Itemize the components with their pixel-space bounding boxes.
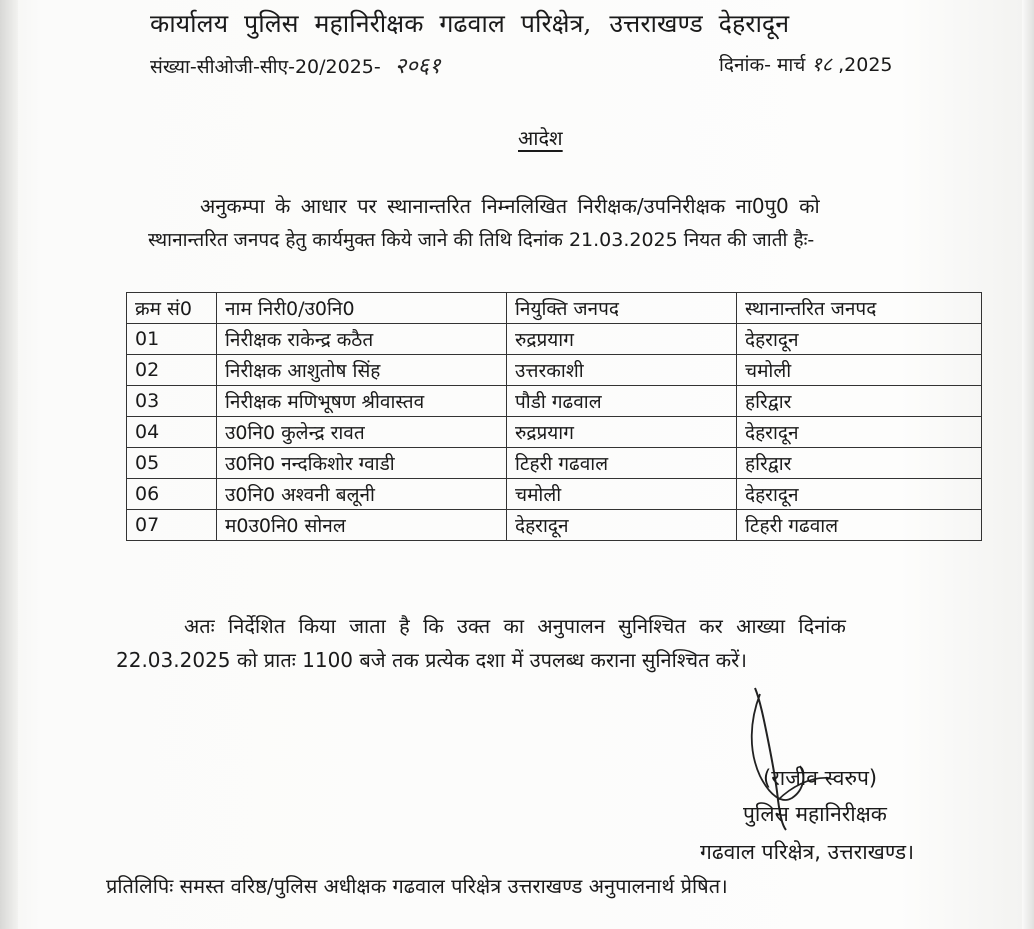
header-transfer-district: स्थानान्तरित जनपद bbox=[737, 293, 982, 324]
cell-serial: 04 bbox=[127, 417, 217, 448]
cell-posting: रुद्रप्रयाग bbox=[507, 417, 737, 448]
reference-number bbox=[150, 50, 441, 80]
cell-posting: उत्तरकाशी bbox=[507, 355, 737, 386]
cell-name: निरीक्षक मणिभूषण श्रीवास्तव bbox=[217, 386, 507, 417]
page-edge-shadow-right bbox=[1022, 0, 1034, 929]
cell-serial: 06 bbox=[127, 479, 217, 510]
cell-serial: 07 bbox=[127, 510, 217, 541]
cell-transfer: टिहरी गढवाल bbox=[737, 510, 982, 541]
cell-serial: 01 bbox=[127, 324, 217, 355]
header-serial: क्रम सं0 bbox=[127, 293, 217, 324]
cell-serial: 03 bbox=[127, 386, 217, 417]
transfer-table bbox=[126, 292, 982, 541]
date-day-handwritten: १८ bbox=[811, 52, 833, 76]
order-heading: आदेश bbox=[518, 126, 563, 150]
office-place: उत्तराखण्ड देहरादून bbox=[609, 9, 790, 38]
cell-transfer: देहरादून bbox=[737, 479, 982, 510]
cell-name: म0उ0नि0 सोनल bbox=[217, 510, 507, 541]
table-row bbox=[127, 479, 982, 510]
header-name: नाम निरी0/उ0नि0 bbox=[217, 293, 507, 324]
cell-posting: पौडी गढवाल bbox=[507, 386, 737, 417]
cell-name: उ0नि0 नन्दकिशोर ग्वाडी bbox=[217, 448, 507, 479]
copy-to-line: प्रतिलिपिः समस्त वरिष्ठ/पुलिस अधीक्षक गढवाल परिक्षेत्र उत्तराखण्ड अनुपालनार्थ प्रेषित। bbox=[106, 874, 728, 898]
table-row bbox=[127, 510, 982, 541]
cell-posting: टिहरी गढवाल bbox=[507, 448, 737, 479]
cell-name: निरीक्षक राकेन्द्र कठैत bbox=[217, 324, 507, 355]
signatory-office: गढवाल परिक्षेत्र, उत्तराखण्ड। bbox=[700, 840, 915, 864]
cell-name: उ0नि0 कुलेन्द्र रावत bbox=[217, 417, 507, 448]
cell-serial: 05 bbox=[127, 448, 217, 479]
cell-posting: चमोली bbox=[507, 479, 737, 510]
cell-name: उ0नि0 अश्वनी बलूनी bbox=[217, 479, 507, 510]
document-date bbox=[719, 50, 893, 77]
ref-number-label: संख्या-सीओजी-सीए-20/2025- bbox=[150, 56, 381, 78]
table-row bbox=[127, 448, 982, 479]
table-header-row bbox=[127, 293, 982, 324]
cell-name: निरीक्षक आशुतोष सिंह bbox=[217, 355, 507, 386]
page-edge-shadow bbox=[0, 0, 18, 929]
ref-number-handwritten: २०६१ bbox=[394, 54, 441, 79]
signatory-name: (राजीव स्वरुप) bbox=[763, 766, 878, 790]
cell-transfer: देहरादून bbox=[737, 417, 982, 448]
office-heading bbox=[150, 6, 789, 40]
directive-line-2: 22.03.2025 को प्रातः 1100 बजे तक प्रत्येक दशा में उपलब्ध कराना सुनिश्चित करें। bbox=[116, 648, 747, 672]
cell-transfer: देहरादून bbox=[737, 324, 982, 355]
header-posting-district: नियुक्ति जनपद bbox=[507, 293, 737, 324]
cell-posting: देहरादून bbox=[507, 510, 737, 541]
table-row bbox=[127, 355, 982, 386]
signatory-designation: पुलिस महानिरीक्षक bbox=[743, 802, 887, 826]
table-row bbox=[127, 324, 982, 355]
cell-posting: रुद्रप्रयाग bbox=[507, 324, 737, 355]
date-label: दिनांक- मार्च bbox=[719, 54, 806, 76]
directive-line-1: अतः निर्देशित किया जाता है कि उक्त का अनुपालन सुनिश्चित कर आख्या दिनांक bbox=[184, 614, 846, 638]
cell-transfer: हरिद्वार bbox=[737, 386, 982, 417]
intro-line-2: स्थानान्तरित जनपद हेतु कार्यमुक्त किये जाने की तिथि दिनांक 21.03.2025 नियत की जाती हैः- bbox=[148, 229, 815, 251]
office-line: कार्यालय पुलिस महानिरीक्षक गढवाल परिक्षेत्र, bbox=[150, 9, 592, 38]
intro-line-1: अनुकम्पा के आधार पर स्थानान्तरित निम्नलिखित निरीक्षक/उपनिरीक्षक ना0पु0 को bbox=[200, 194, 820, 218]
table-row bbox=[127, 386, 982, 417]
cell-transfer: हरिद्वार bbox=[737, 448, 982, 479]
date-year: ,2025 bbox=[838, 54, 893, 76]
cell-serial: 02 bbox=[127, 355, 217, 386]
cell-transfer: चमोली bbox=[737, 355, 982, 386]
table-row bbox=[127, 417, 982, 448]
